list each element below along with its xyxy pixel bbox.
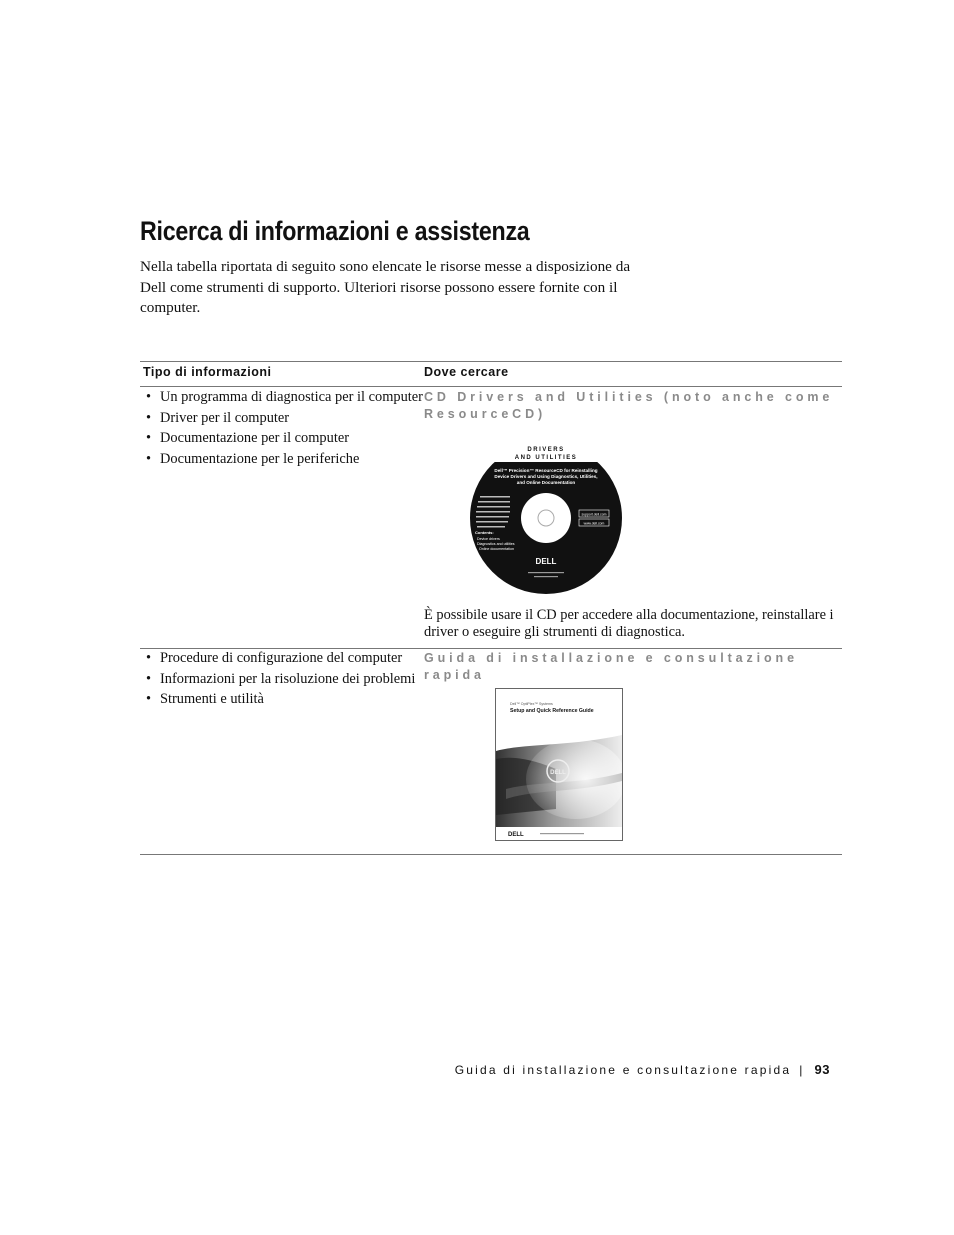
cd-url-dell: www.dell.com [583, 521, 605, 526]
row1-item-list [146, 389, 430, 471]
cd-contents-item: Diagnostics and utilities [477, 542, 515, 546]
dell-logo: DELL [508, 832, 524, 838]
list-item: • Strumenti e utilità [146, 691, 435, 708]
resource-cd-heading: CD Drivers and Utilities (noto anche come ResourceCD) [424, 390, 834, 421]
list-item: • Procedure di configurazione del computer [146, 650, 435, 667]
cd-title-line-2: Device Drivers and Using Diagnostics, Utilities, [494, 474, 598, 479]
dell-logo: DELL [535, 557, 557, 566]
list-item: • Informazioni per la risoluzione dei problemi [146, 671, 435, 688]
guide-series: Dell™ OptiPlex™ Systems [510, 702, 553, 706]
setup-guide-heading: Guida di installazione e consultazione rapida [424, 651, 798, 682]
resource-cd-image [470, 440, 622, 596]
footer-separator: | [799, 1063, 805, 1077]
footer-section-title: Guida di installazione e consultazione rapida [454, 1063, 792, 1077]
row-divider [140, 648, 842, 649]
cd-contents-item: Online documentation [479, 547, 514, 551]
cd-label-top-1: DRIVERS [527, 447, 565, 453]
list-item: • Un programma di diagnostica per il computer [146, 389, 430, 406]
column-header-info-type: Tipo di informazioni [143, 365, 272, 379]
guide-title: Setup and Quick Reference Guide [510, 708, 594, 714]
table-top-rule [140, 361, 842, 362]
cd-contents-label: Contents: [475, 530, 494, 535]
cd-label-top-2: AND UTILITIES [514, 455, 578, 461]
page-footer [455, 1062, 830, 1077]
row2-item-list [146, 650, 435, 712]
header-rule [140, 386, 842, 387]
column-header-where-to-look: Dove cercare [424, 365, 509, 379]
guide-cover-emblem: DELL [550, 770, 566, 776]
setup-guide-cover-image [495, 688, 623, 841]
cd-title-line-1: Dell™ Precision™ ResourceCD for Reinstalling [494, 468, 598, 473]
list-item: • Driver per il computer [146, 410, 430, 427]
table-bottom-rule [140, 854, 842, 855]
list-item: • Documentazione per il computer [146, 430, 430, 447]
cd-url-support: support.dell.com [581, 512, 607, 517]
list-item: • Documentazione per le periferiche [146, 451, 430, 468]
page-number: 93 [814, 1062, 830, 1077]
intro-paragraph: Nella tabella riportata di seguito sono elencate le risorse messe a disposizione da Dell come strumenti di supporto. Ulteriori risorse possono essere fornite con il computer. [140, 258, 631, 316]
cd-title-line-3: and Online Documentation [516, 480, 576, 485]
cd-contents-item: Device drivers [477, 537, 500, 541]
page-title: Ricerca di informazioni e assistenza [140, 216, 530, 246]
resource-cd-description: È possibile usare il CD per accedere alla documentazione, reinstallare i driver o eseguire gli strumenti di diagnostica. [424, 607, 834, 640]
